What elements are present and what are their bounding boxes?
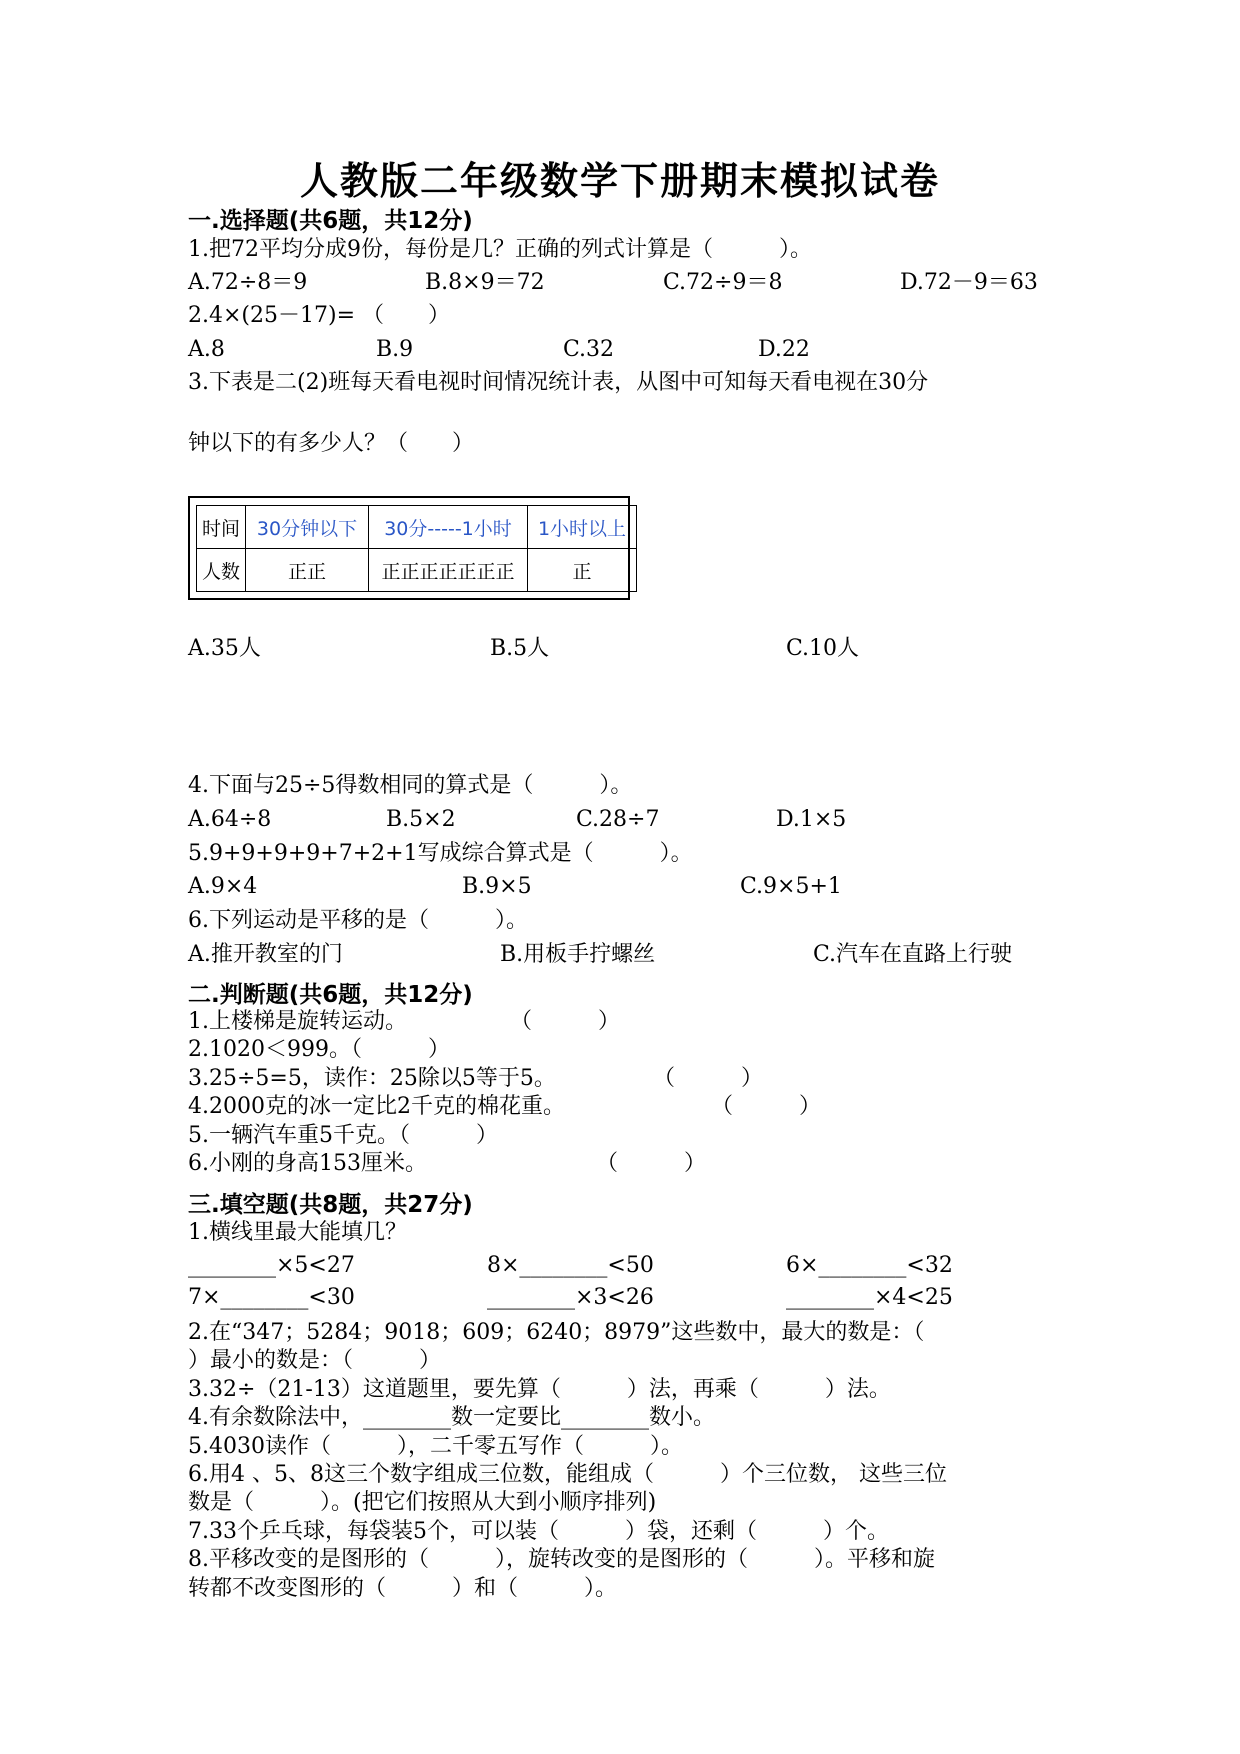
fill-1-text: 1.横线里最大能填几？ [188,1220,407,1245]
q2-option-b: B.9 [376,337,414,362]
page-title: 人教版二年级数学下册期末模拟试卷 [299,158,940,203]
judge-5-text: 5.一辆汽车重5千克。（ ） [188,1123,498,1148]
q2-text: 2.4×(25－17)= （ ） [188,303,451,328]
q6-option-b: B.用板手拧螺丝 [500,942,656,967]
table-header-time: 时间 [197,506,246,549]
judge-1-text: 1.上楼梯是旋转运动。 [188,1009,407,1034]
table-header-30-to-60: 30分-----1小时 [369,506,528,549]
fill-4-text: 4.有余数除法中，________数一定要比________数小。 [188,1405,715,1430]
section-choice-heading: 一.选择题(共6题，共12分) [188,208,473,234]
q1-option-d: D.72－9＝63 [900,270,1038,295]
fill-6-text-line2: 数是（ ）。(把它们按照从大到小顺序排列) [188,1490,657,1515]
fill-1-expr-3: 6×________<32 [786,1253,953,1278]
q6-option-c: C.汽车在直路上行驶 [813,942,1013,967]
fill-1-expr-2: 8×________<50 [487,1253,654,1278]
table-header-under-30: 30分钟以下 [246,506,369,549]
judge-3-text: 3.25÷5=5，读作：25除以5等于5。 [188,1066,556,1091]
q4-option-a: A.64÷8 [188,807,272,832]
q4-option-c: C.28÷7 [576,807,660,832]
fill-6-text-line1: 6.用4 、5、8这三个数字组成三位数，能组成（ ）个三位数， 这些三位 [188,1462,947,1487]
table-cell-under-30: 正正 [246,549,369,592]
q4-text: 4.下面与25÷5得数相同的算式是（ ）。 [188,773,633,798]
q3-text-line2: 钟以下的有多少人？（ ） [188,431,475,456]
table-cell-over-1h: 正 [528,549,637,592]
tv-time-table [196,505,637,592]
fill-8-text-line2: 转都不改变图形的（ ）和（ ）。 [188,1576,618,1601]
fill-8-text-line1: 8.平移改变的是图形的（ ），旋转改变的是图形的（ ）。平移和旋 [188,1547,935,1572]
q2-option-c: C.32 [563,337,615,362]
fill-1-expr-5: ________×3<26 [487,1285,654,1310]
judge-4-text: 4.2000克的冰一定比2千克的棉花重。 [188,1094,565,1119]
q5-option-c: C.9×5+1 [740,874,842,899]
judge-4-blank: （ ） [711,1094,822,1119]
q4-option-b: B.5×2 [386,807,456,832]
q1-text: 1.把72平均分成9份，每份是几？正确的列式计算是（ ）。 [188,237,812,262]
fill-2-text-line2: ）最小的数是：（ ） [188,1348,442,1373]
table-row [197,549,637,592]
q1-option-a: A.72÷8＝9 [188,270,308,295]
q3-option-b: B.5人 [490,636,550,661]
fill-5-text: 5.4030读作（ ），二千零五写作（ ）。 [188,1434,683,1459]
section-judge-heading: 二.判断题(共6题，共12分) [188,982,473,1008]
q3-option-a: A.35人 [188,636,261,661]
q1-option-c: C.72÷9＝8 [663,270,783,295]
table-row [197,506,637,549]
q5-option-a: A.9×4 [188,874,258,899]
q3-option-c: C.10人 [786,636,860,661]
fill-1-expr-4: 7×________<30 [188,1285,355,1310]
q2-option-a: A.8 [188,337,225,362]
judge-1-blank: （ ） [510,1009,621,1034]
table-cell-people: 人数 [197,549,246,592]
q4-option-d: D.1×5 [776,807,847,832]
fill-7-text: 7.33个乒乓球，每袋装5个，可以装（ ）袋，还剩（ ）个。 [188,1519,889,1544]
section-fill-heading: 三.填空题(共8题，共27分) [188,1192,473,1218]
judge-6-blank: （ ） [596,1151,707,1176]
q5-option-b: B.9×5 [462,874,532,899]
judge-3-blank: （ ） [653,1066,764,1091]
q3-text-line1: 3.下表是二(2)班每天看电视时间情况统计表，从图中可知每天看电视在30分 [188,370,929,395]
judge-2-text: 2.1020＜999。（ ） [188,1037,450,1062]
judge-6-text: 6.小刚的身高153厘米。 [188,1151,427,1176]
q2-option-d: D.22 [758,337,810,362]
q6-text: 6.下列运动是平移的是（ ）。 [188,908,528,933]
q1-option-b: B.8×9＝72 [425,270,545,295]
fill-1-expr-6: ________×4<25 [786,1285,953,1310]
table-cell-30-to-60: 正正正正正正正 [369,549,528,592]
q6-option-a: A.推开教室的门 [188,942,343,967]
fill-2-text-line1: 2.在“347；5284；9018；609；6240；8979”这些数中，最大的数是：（ [188,1320,925,1345]
fill-1-expr-1: ________×5<27 [188,1253,355,1278]
fill-3-text: 3.32÷（21-13）这道题里，要先算（ ）法，再乘（ ）法。 [188,1377,891,1402]
table-header-over-1h: 1小时以上 [528,506,637,549]
q5-text: 5.9+9+9+9+7+2+1写成综合算式是（ ）。 [188,841,693,866]
